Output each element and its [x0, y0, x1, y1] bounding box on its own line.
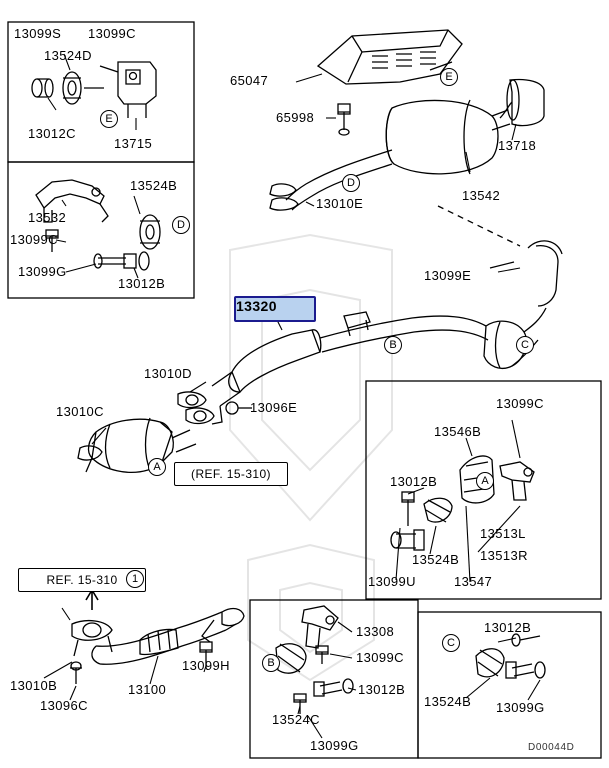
label-13010B: 13010B [10, 678, 58, 693]
label-13099C-topleft: 13099C [88, 26, 136, 41]
label-13012B-bottommid: 13012B [358, 682, 406, 697]
label-13099C-bottommid: 13099C [356, 650, 404, 665]
label-13012C: 13012C [28, 126, 76, 141]
label-13096E: 13096E [250, 400, 298, 415]
label-13099G-bottomright: 13099G [496, 700, 545, 715]
callout-circle-c-main: C [516, 336, 534, 354]
ref-assembly-text: REF. 15-310 [46, 573, 118, 587]
label-13010C: 13010C [56, 404, 104, 419]
highlighted-part-13320[interactable] [234, 296, 316, 322]
label-13532: 13532 [28, 210, 67, 225]
label-13010E: 13010E [316, 196, 364, 211]
label-13542: 13542 [462, 188, 501, 203]
label-13099U: 13099U [368, 574, 416, 589]
callout-circle-d-main: D [342, 174, 360, 192]
label-13099E: 13099E [424, 268, 472, 283]
label-13099C-midleft: 13099C [10, 232, 58, 247]
callout-circle-b-panel: B [262, 654, 280, 672]
label-13524B-midleft: 13524B [130, 178, 178, 193]
label-13513R: 13513R [480, 548, 528, 563]
callout-circle-a-panel: A [476, 472, 494, 490]
label-13012B-bottomright: 13012B [484, 620, 532, 635]
label-13524B-bottomright: 13524B [424, 694, 472, 709]
label-13718: 13718 [498, 138, 537, 153]
panel-top-left [8, 22, 194, 162]
label-13524D: 13524D [44, 48, 92, 63]
ref-note-15-310-main [174, 462, 288, 486]
label-13099H: 13099H [182, 658, 230, 673]
callout-circle-c-panel: C [442, 634, 460, 652]
label-65047: 65047 [230, 73, 269, 88]
part-number-13320: 13320 [236, 298, 277, 314]
label-13524C: 13524C [272, 712, 320, 727]
label-13100: 13100 [128, 682, 167, 697]
label-13308: 13308 [356, 624, 395, 639]
label-13010D: 13010D [144, 366, 192, 381]
ref-note-text: (REF. 15-310) [191, 467, 271, 481]
label-13012B-rightmid: 13012B [390, 474, 438, 489]
callout-circle-e-main: E [440, 68, 458, 86]
label-13096C: 13096C [40, 698, 88, 713]
callout-circle-1: 1 [126, 570, 144, 588]
label-13715: 13715 [114, 136, 153, 151]
callout-circle-b-main: B [384, 336, 402, 354]
label-65998: 65998 [276, 110, 315, 125]
label-13513L: 13513L [480, 526, 526, 541]
panel-right-mid [366, 381, 601, 599]
label-13099C-rightmid: 13099C [496, 396, 544, 411]
callout-circle-d-panel: D [172, 216, 190, 234]
callout-circle-a-main: A [148, 458, 166, 476]
drawing-code: D00044D [528, 742, 575, 753]
label-13099G-bottommid: 13099G [310, 738, 359, 753]
label-13012B-midleft: 13012B [118, 276, 166, 291]
label-13546B: 13546B [434, 424, 482, 439]
label-13524B-rightmid: 13524B [412, 552, 460, 567]
callout-circle-e-panel: E [100, 110, 118, 128]
label-13547: 13547 [454, 574, 493, 589]
label-13099G-midleft: 13099G [18, 264, 67, 279]
label-13099S: 13099S [14, 26, 62, 41]
